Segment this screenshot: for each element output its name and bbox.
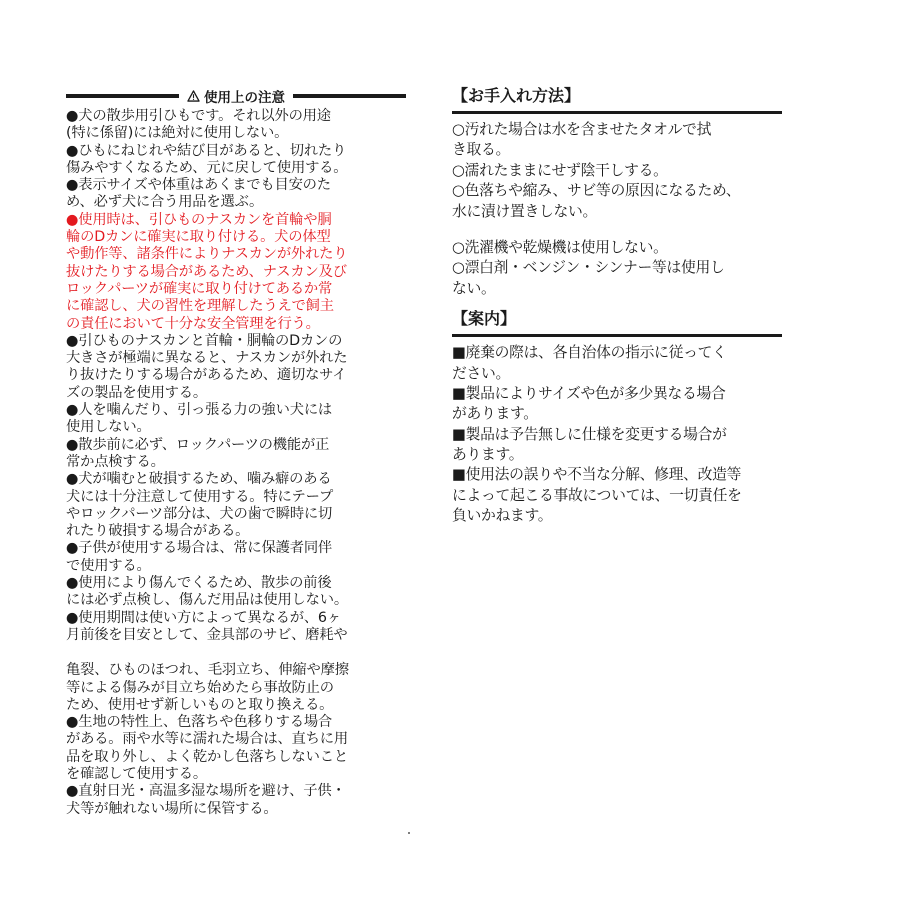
info-title: 【案内】 bbox=[452, 309, 517, 329]
info-lines bbox=[452, 343, 792, 527]
caution-section bbox=[66, 86, 406, 818]
text-line: 亀裂、ひものほつれ、毛羽立ち、伸縮や摩擦 bbox=[66, 662, 349, 679]
text-line: ●表示サイズや体重はあくまでも目安のた bbox=[66, 177, 331, 194]
care-lines-b bbox=[452, 238, 792, 299]
caution-title bbox=[179, 86, 293, 106]
text-line: ○洗濯機や乾燥機は使用しない。 bbox=[452, 238, 668, 256]
stray-dot bbox=[408, 832, 410, 834]
text-line: 輪のDカンに確実に取り付ける。犬の体型 bbox=[66, 229, 331, 246]
care-section bbox=[452, 86, 792, 299]
text-line: 抜けたりする場合があるため、ナスカン及び bbox=[66, 263, 347, 280]
care-lines-a bbox=[452, 120, 792, 222]
text-line: ●直射日光・高温多湿な場所を避け、子供・ bbox=[66, 783, 346, 800]
warning-triangle-icon bbox=[187, 90, 200, 102]
text-line: ○濡れたままにせず陰干しする。 bbox=[452, 161, 668, 179]
text-line: の責任において十分な安全管理を行う。 bbox=[66, 315, 320, 332]
text-line: ない。 bbox=[452, 279, 496, 297]
text-line: ズの製品を使用する。 bbox=[66, 384, 207, 401]
text-line: で使用する。 bbox=[66, 557, 151, 574]
text-line: 品を取り外し、よく乾かし色落ちしないこと bbox=[66, 748, 348, 765]
text-line: ■廃棄の際は、各自治体の指示に従ってく bbox=[452, 344, 727, 362]
text-line: 傷みやすくなるため、元に戻して使用する。 bbox=[66, 159, 348, 176]
text-line: 月前後を目安として、金具部のサビ、磨耗や bbox=[66, 626, 348, 643]
text-line: によって起こる事故については、一切責任を bbox=[452, 486, 742, 504]
text-line: ●犬が噛むと破損するため、噛み癖のある bbox=[66, 471, 332, 488]
caution-body bbox=[66, 108, 406, 818]
text-line: を確認して使用する。 bbox=[66, 765, 207, 782]
text-line: き取る。 bbox=[452, 141, 510, 159]
caution-lines-bottom bbox=[66, 662, 406, 818]
text-line: 水に漬け置きしない。 bbox=[452, 202, 597, 220]
text-line: には必ず点検し、傷んだ用品は使用しない。 bbox=[66, 592, 348, 609]
text-line: ため、使用せず新しいものと取り換える。 bbox=[66, 696, 334, 713]
care-body bbox=[452, 120, 792, 299]
text-line: 犬には十分注意して使用する。特にテープ bbox=[66, 488, 334, 505]
text-line: 大きさが極端に異なると、ナスカンが外れた bbox=[66, 350, 348, 367]
text-line: ○色落ちや縮み、サビ等の原因になるため、 bbox=[452, 182, 741, 200]
caution-title-text: 使用上の注意 bbox=[204, 90, 285, 106]
text-line: 等による傷みが目立ち始めたら事故防止の bbox=[66, 679, 334, 696]
caution-lines-top bbox=[66, 108, 406, 644]
text-line: め、必ず犬に合う用品を選ぶ。 bbox=[66, 194, 264, 211]
text-line: に確認し、犬の習性を理解したうえで飼主 bbox=[66, 298, 334, 315]
text-line: があります。 bbox=[452, 405, 538, 423]
text-line: れたり破損する場合がある。 bbox=[66, 523, 250, 540]
text-line: ■製品によりサイズや色が多少異なる場合 bbox=[452, 384, 726, 402]
text-line: り抜けたりする場合があるため、適切なサイ bbox=[66, 367, 347, 384]
text-line: 負いかねます。 bbox=[452, 507, 553, 525]
text-line: や動作等、諸条件によりナスカンが外れたり bbox=[66, 246, 348, 263]
care-gap bbox=[452, 222, 792, 238]
text-line: ●犬の散歩用引ひもです。それ以外の用途 bbox=[66, 108, 331, 124]
caution-rule-left bbox=[66, 94, 179, 98]
caution-header bbox=[66, 86, 406, 106]
text-line: ●使用時は、引ひものナスカンを首輪や胴 bbox=[66, 211, 332, 228]
care-title: 【お手入れ方法】 bbox=[452, 86, 581, 105]
caution-gap bbox=[66, 644, 406, 662]
text-line: ●散歩前に必ず、ロックパーツの機能が正 bbox=[66, 436, 330, 453]
text-line: ●使用により傷んでくるため、散歩の前後 bbox=[66, 575, 332, 592]
text-line: 常か点検する。 bbox=[66, 453, 165, 470]
text-line: ださい。 bbox=[452, 364, 510, 382]
text-line: ■使用法の誤りや不当な分解、修理、改造等 bbox=[452, 466, 742, 484]
text-line: ●引ひものナスカンと首輪・胴輪のDカンの bbox=[66, 332, 343, 349]
text-line: ロックパーツが確実に取り付けてあるか常 bbox=[66, 280, 333, 297]
info-rule bbox=[452, 334, 782, 337]
care-rule bbox=[452, 111, 782, 114]
text-line: あります。 bbox=[452, 446, 524, 464]
text-line: ●生地の特性上、色落ちや色移りする場合 bbox=[66, 714, 333, 731]
text-line: ○漂白剤・ベンジン・シンナー等は使用し bbox=[452, 259, 725, 277]
text-line: ●使用期間は使い方によって異なるが、6ヶ bbox=[66, 609, 341, 626]
text-line: やロックパーツ部分は、犬の歯で瞬時に切 bbox=[66, 505, 333, 522]
text-line: がある。雨や水等に濡れた場合は、直ちに用 bbox=[66, 731, 348, 748]
right-column bbox=[452, 86, 792, 527]
text-line: ●人を噛んだり、引っ張る力の強い犬には bbox=[66, 402, 333, 419]
info-section bbox=[452, 309, 792, 527]
text-line: 犬等が触れない場所に保管する。 bbox=[66, 800, 278, 817]
text-line: (特に係留)には絶対に使用しない。 bbox=[66, 125, 289, 142]
text-line: 使用しない。 bbox=[66, 419, 151, 436]
text-line: ○汚れた場合は水を含ませたタオルで拭 bbox=[452, 121, 712, 138]
text-line: ●ひもにねじれや結び目があると、切れたり bbox=[66, 142, 347, 159]
text-line: ■製品は予告無しに仕様を変更する場合が bbox=[452, 425, 727, 443]
caution-rule-right bbox=[293, 94, 406, 98]
text-line: ●子供が使用する場合は、常に保護者同伴 bbox=[66, 540, 333, 557]
info-body bbox=[452, 343, 792, 527]
